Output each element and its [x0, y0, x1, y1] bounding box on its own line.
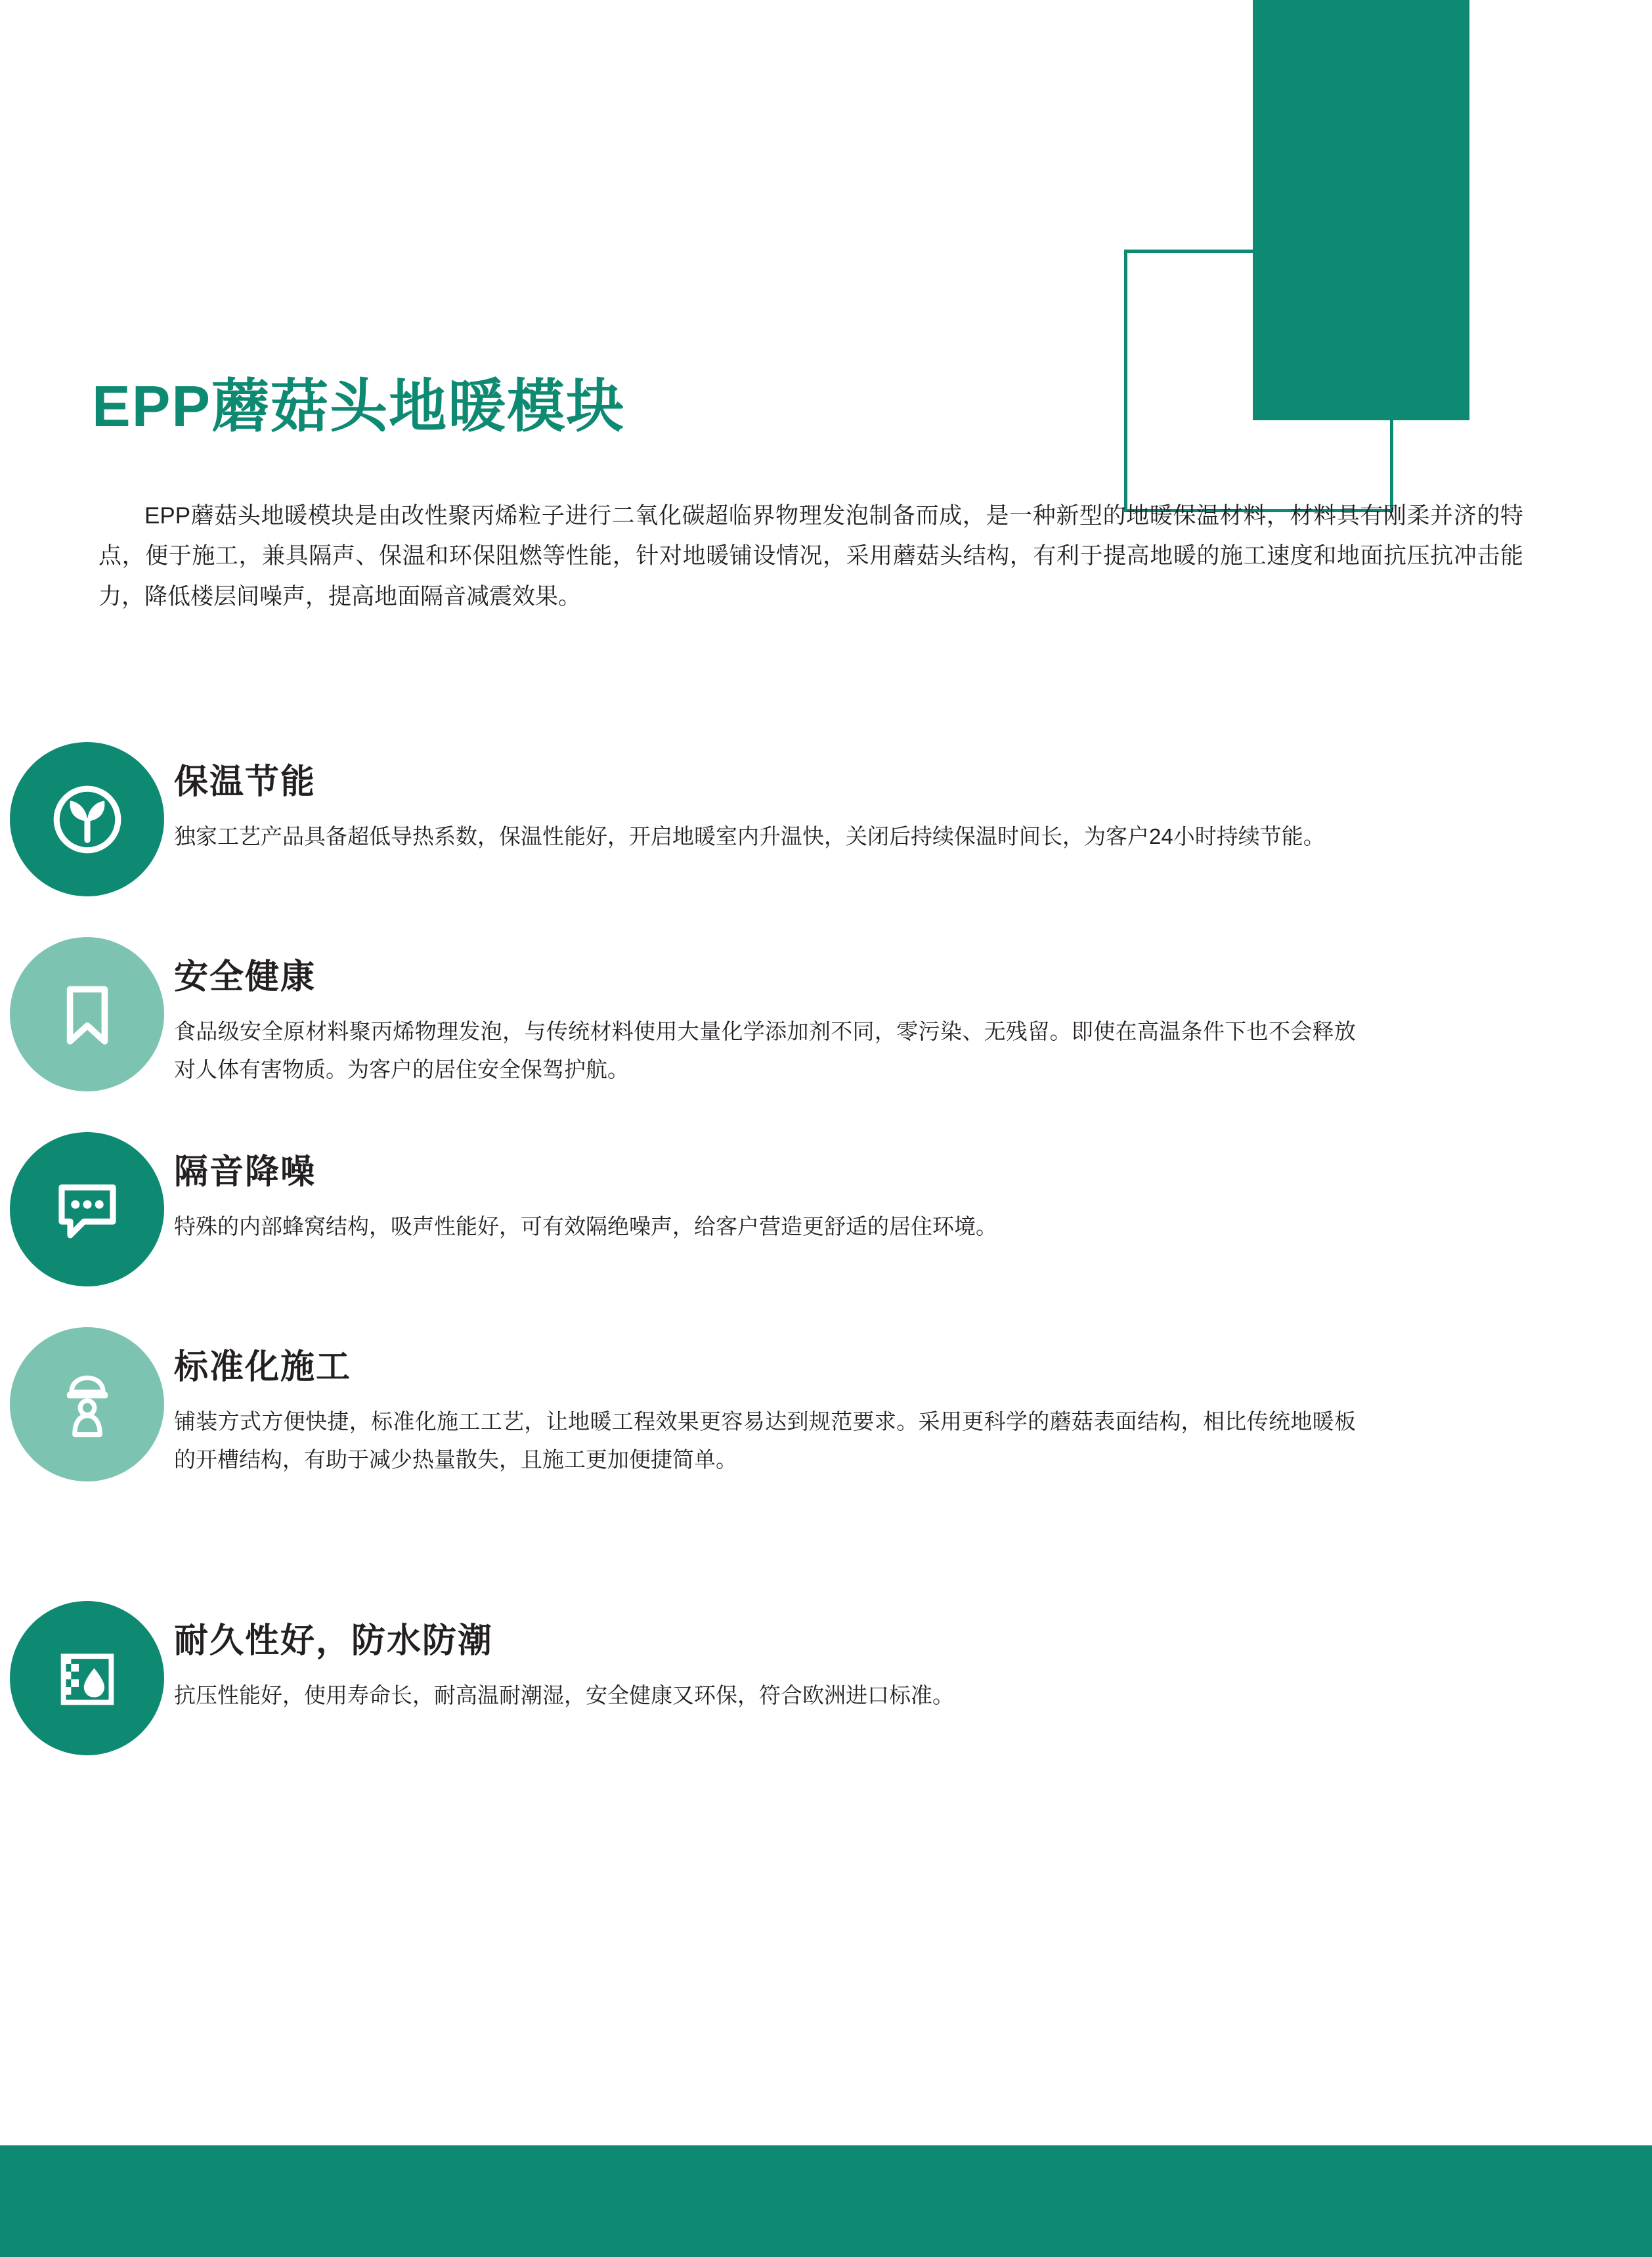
- feature-heading: 耐久性好，防水防潮: [174, 1622, 494, 1660]
- waterdrop-icon: [10, 1601, 164, 1755]
- feature-text: [174, 931, 1474, 1089]
- feature-heading: 隔音降噪: [174, 1153, 316, 1191]
- speech-bubble-icon: [10, 1132, 164, 1286]
- decorative-square-overlap-mask: [1253, 250, 1469, 420]
- feature-item: [0, 1594, 1652, 1755]
- section-spacer: [0, 1516, 1652, 1594]
- feature-heading: 安全健康: [174, 958, 316, 996]
- feature-text: [174, 1594, 1474, 1715]
- feature-item: [0, 1126, 1652, 1286]
- feature-body: 特殊的内部蜂窝结构，吸声性能好，可有效隔绝噪声，给客户营造更舒适的居住环境。: [174, 1214, 997, 1238]
- feature-icon-wrap: [0, 931, 174, 1091]
- page-title: EPP蘑菇头地暖模块: [92, 373, 626, 439]
- feature-text: [174, 1321, 1474, 1479]
- feature-icon-wrap: [0, 735, 174, 896]
- feature-item: [0, 1321, 1652, 1481]
- bookmark-icon: [10, 937, 164, 1091]
- intro-paragraph: EPP蘑菇头地暖模块是由改性聚丙烯粒子进行二氧化碳超临界物理发泡制备而成，是一种新型的地暖保温材料，材料具有刚柔并济的特点，便于施工，兼具隔声、保温和环保阻燃等性能，针对地暖铺设情况，采用蘑菇头结构，有利于提高地暖的施工速度和地面抗压抗冲击能力，降低楼层间噪声，提高地面隔音减震效果。: [98, 503, 1523, 609]
- footer-bar: [0, 2145, 1652, 2257]
- feature-heading: 保温节能: [174, 763, 316, 801]
- feature-body: 食品级安全原材料聚丙烯物理发泡，与传统材料使用大量化学添加剂不同，零污染、无残留。即使在高温条件下也不会释放对人体有害物质。为客户的居住安全保驾护航。: [174, 1019, 1356, 1082]
- feature-text: [174, 1126, 1474, 1246]
- feature-text: [174, 735, 1474, 856]
- feature-icon-wrap: [0, 1594, 174, 1755]
- feature-body: 抗压性能好，使用寿命长，耐高温耐潮湿，安全健康又环保，符合欧洲进口标准。: [174, 1683, 954, 1707]
- feature-heading: 标准化施工: [174, 1348, 352, 1386]
- feature-body: 铺装方式方便快捷，标准化施工工艺，让地暖工程效果更容易达到规范要求。采用更科学的蘑菇表面结构，相比传统地暖板的开槽结构，有助于减少热量散失，且施工更加便捷简单。: [174, 1409, 1356, 1472]
- feature-item: [0, 931, 1652, 1091]
- feature-item: [0, 735, 1652, 896]
- leaf-circle-icon: [10, 742, 164, 896]
- worker-helmet-icon: [10, 1327, 164, 1481]
- feature-icon-wrap: [0, 1321, 174, 1481]
- feature-list: [0, 735, 1652, 1789]
- feature-icon-wrap: [0, 1126, 174, 1286]
- feature-body: 独家工艺产品具备超低导热系数，保温性能好，开启地暖室内升温快，关闭后持续保温时间长，为客户24小时持续节能。: [174, 824, 1325, 848]
